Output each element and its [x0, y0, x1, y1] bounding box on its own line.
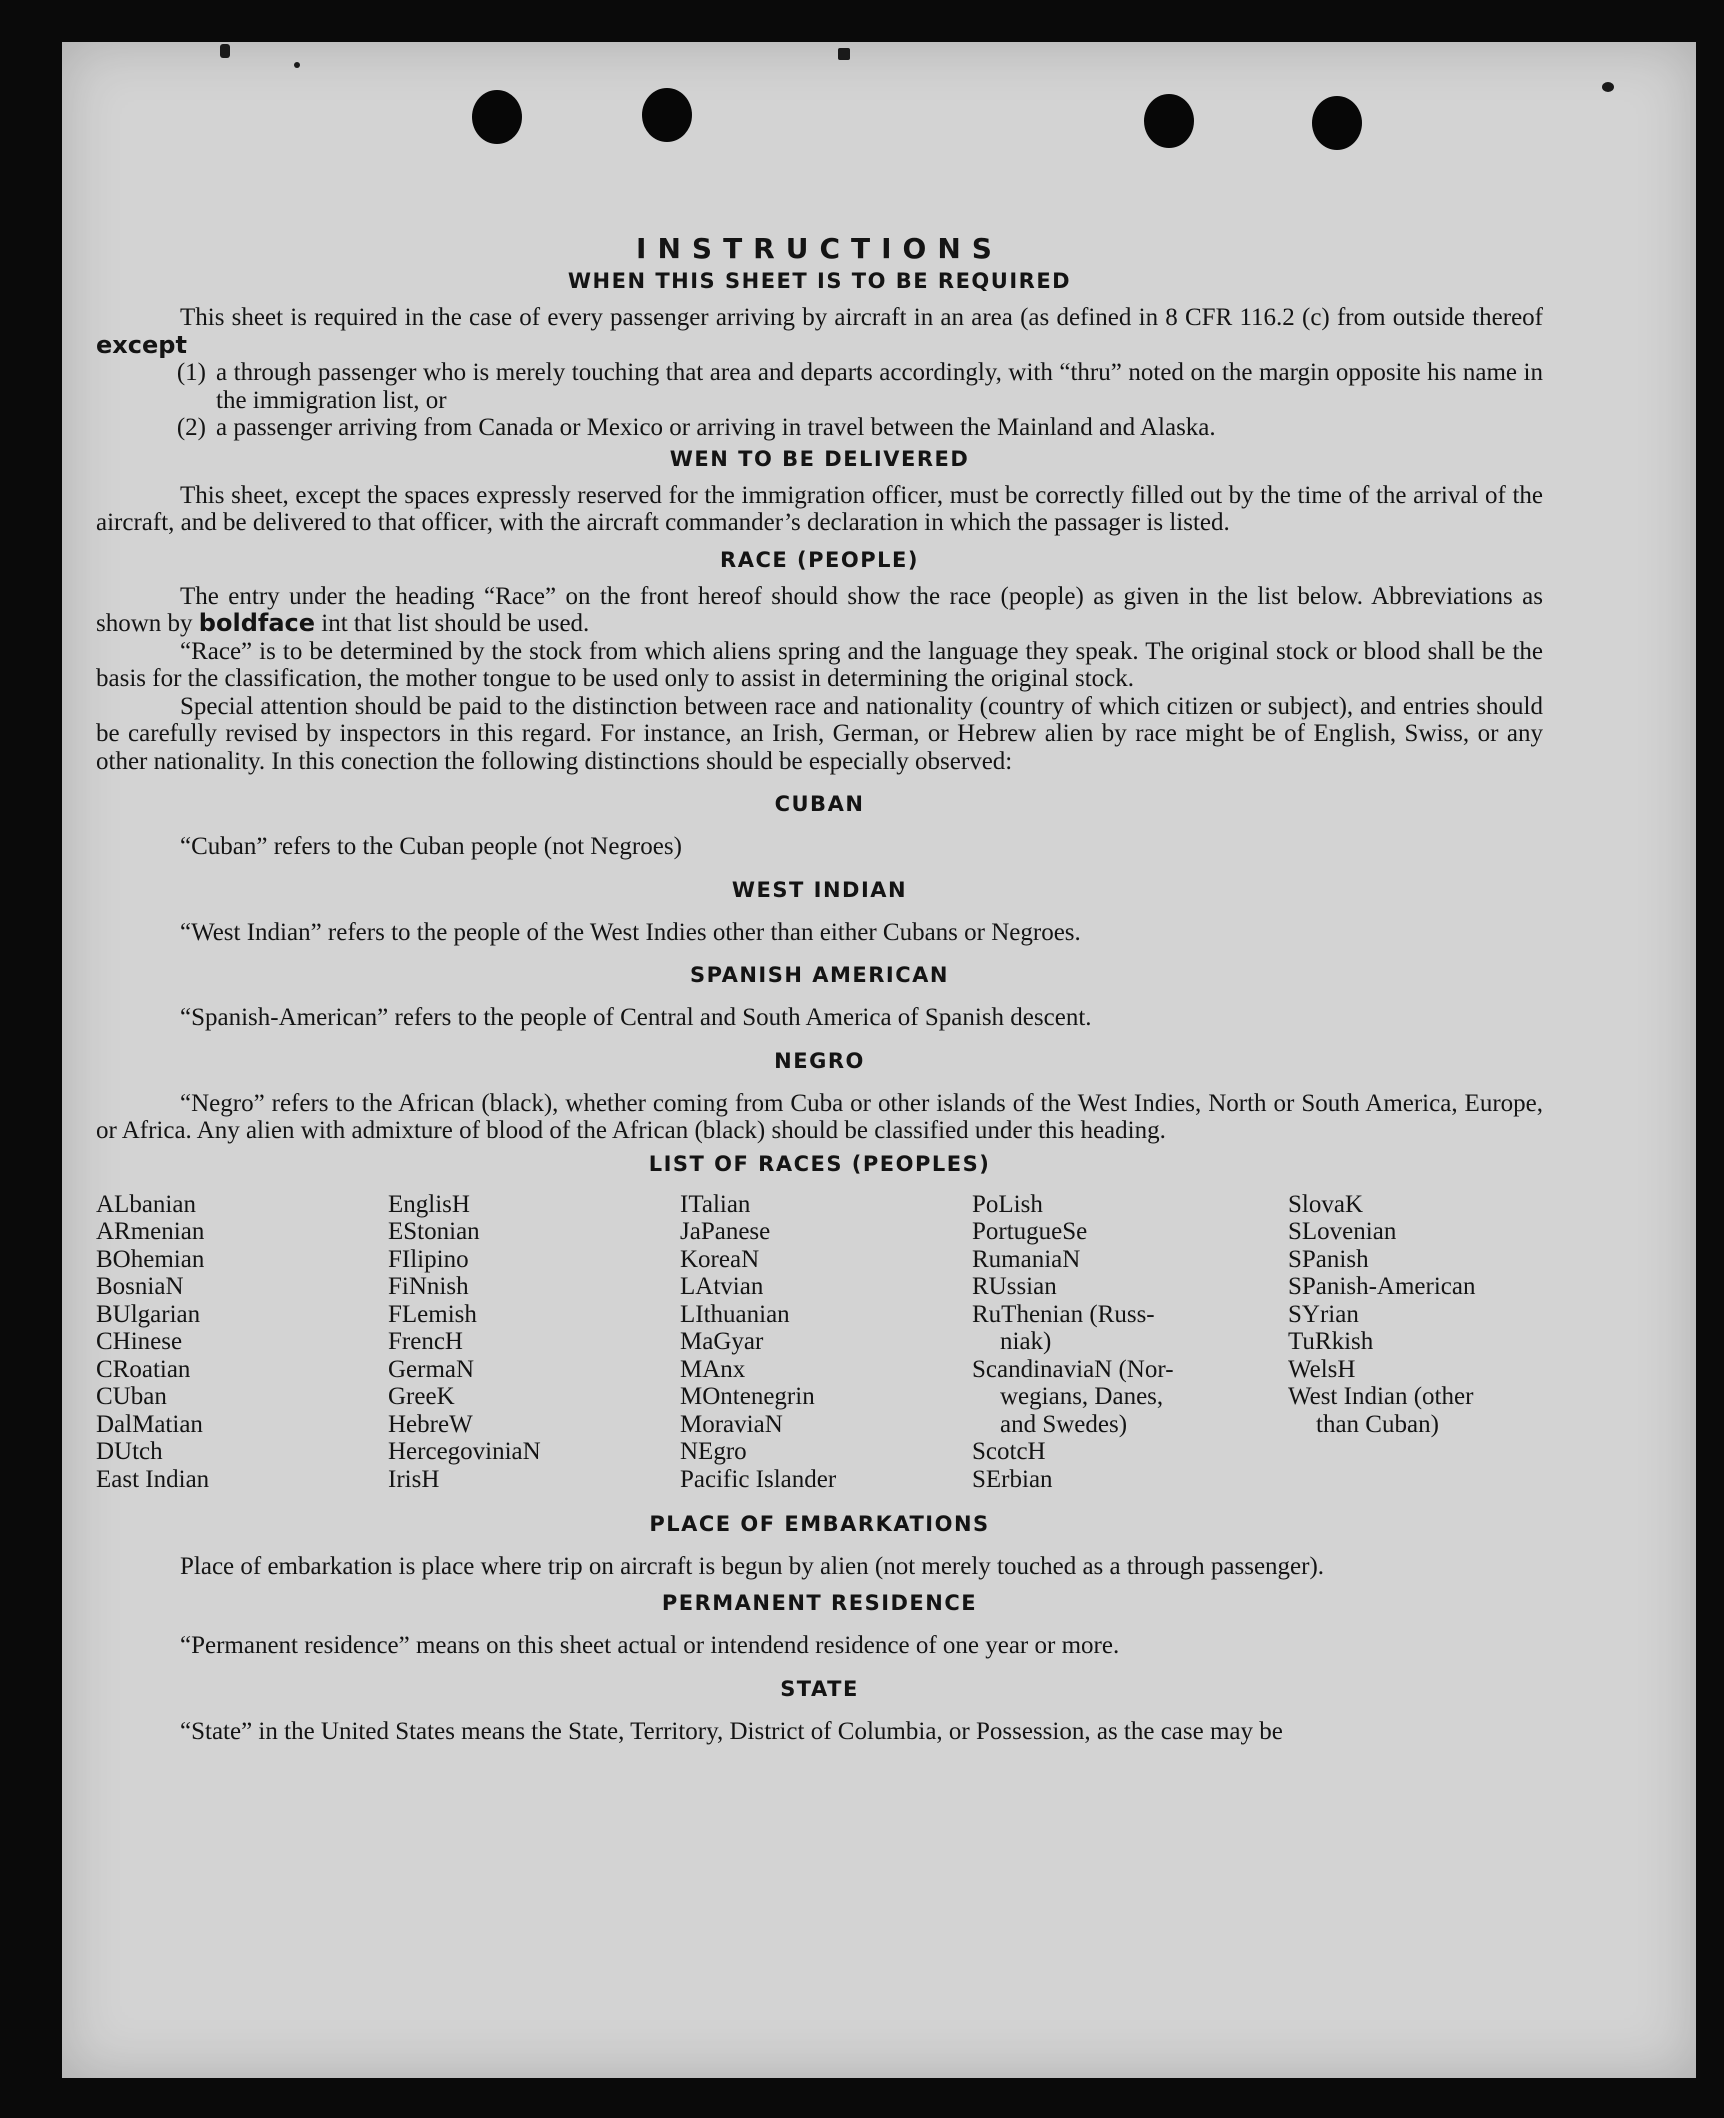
spanish-american-text: “Spanish-American” refers to the people of Central and South America of Spanish descent. — [180, 1004, 1092, 1031]
punch-hole — [642, 88, 692, 142]
race-item: SLovenian — [1288, 1218, 1397, 1245]
race-item: ALbanian — [96, 1190, 196, 1218]
race-item: BUlgarian — [96, 1300, 201, 1328]
race-item: CHinese — [96, 1328, 183, 1355]
race-item: SPanish-American — [1288, 1273, 1476, 1300]
race-item: SYrian — [1288, 1300, 1359, 1328]
races-column-5 — [1288, 1191, 1475, 1439]
race-item: ARmenian — [96, 1218, 205, 1245]
race-item-continued: wegians, Danes, — [1000, 1383, 1164, 1410]
race-item: DalMatian — [96, 1410, 203, 1438]
races-list — [96, 1191, 1543, 1491]
race-item: BOhemian — [96, 1245, 205, 1273]
except-bold: except — [96, 330, 187, 359]
race-item: SlovaK — [1288, 1190, 1363, 1218]
ink-speck — [294, 62, 300, 68]
race-item: KoreaN — [680, 1245, 760, 1273]
race-item: ScotcH — [972, 1438, 1046, 1465]
race-item: FiNnish — [388, 1273, 469, 1300]
race-item: RUssian — [972, 1273, 1057, 1300]
race-item: BosniaN — [96, 1273, 184, 1300]
race-item-continued: niak) — [1000, 1328, 1052, 1355]
section-heading-when-delivered: WEN TO BE DELIVERED — [669, 446, 970, 471]
race-item: West Indian (other — [1288, 1383, 1474, 1410]
page-title: INSTRUCTIONS — [636, 232, 1003, 265]
race-item: RumaniaN — [972, 1245, 1081, 1273]
race-item: East Indian — [96, 1465, 210, 1493]
race-item: DUtch — [96, 1438, 163, 1465]
section-heading-races-list: LIST OF RACES (PEOPLES) — [648, 1151, 991, 1176]
race-item: IrisH — [388, 1465, 440, 1493]
races-column-4 — [972, 1191, 1174, 1494]
race-item: GermaN — [388, 1355, 475, 1383]
section-heading-embarkation: PLACE OF EMBARKATIONS — [649, 1511, 990, 1536]
race-item: Pacific Islander — [680, 1465, 837, 1493]
section-heading-permanent-residence: PERMANENT RESIDENCE — [661, 1591, 978, 1615]
race-item: MAnx — [680, 1355, 746, 1383]
race-item: JaPanese — [680, 1218, 771, 1245]
race-item: MoraviaN — [680, 1410, 783, 1438]
race-item: EnglisH — [388, 1190, 470, 1218]
races-column-1 — [96, 1191, 209, 1494]
list-item: (2) a passenger arriving from Canada or Mexico or arriving in travel between the Mainland and Alaska. — [176, 414, 1216, 441]
section-heading-west-indian: WEST INDIAN — [731, 877, 908, 902]
race-paragraph-2: “Race” is to be determined by the stock from which aliens spring and the language they speak. The original stock or blood shall be the basis for the classification, the mother tongue to be used only to assist in determining the original stock. — [96, 637, 1543, 692]
race-item: WelsH — [1288, 1355, 1356, 1383]
race-item: NEgro — [680, 1438, 747, 1465]
race-item: RuThenian (Russ- — [972, 1300, 1155, 1328]
race-item: ITalian — [680, 1190, 751, 1218]
race-item: GreeK — [388, 1383, 455, 1410]
race-item-continued: than Cuban) — [1316, 1410, 1439, 1438]
punch-hole — [1312, 96, 1362, 150]
race-item-continued: and Swedes) — [1000, 1410, 1128, 1438]
cuban-text: “Cuban” refers to the Cuban people (not Negroes) — [180, 833, 682, 860]
race-paragraph-3: Special attention should be paid to the distinction between race and nationality (country of which citizen or subject), and entries should be carefully revised by inspectors in this regard. For instance, an Irish, German, or Hebrew alien by race might be of English, Swiss, or any other nationality. In this conection the following distinctions should be especially observed: — [96, 692, 1543, 775]
race-item: ScandinaviaN (Nor- — [972, 1355, 1174, 1383]
west-indian-text: “West Indian” refers to the people of the West Indies other than either Cubans or Negroes. — [180, 918, 1081, 946]
ink-speck — [220, 44, 230, 58]
state-text: “State” in the United States means the State, Territory, District of Columbia, or Possession, as the case may be — [180, 1717, 1283, 1745]
race-item: LIthuanian — [680, 1300, 790, 1328]
section-heading-state: STATE — [780, 1676, 859, 1701]
race-item: FLemish — [388, 1300, 477, 1328]
races-column-3 — [680, 1191, 836, 1494]
race-item: HercegoviniaN — [388, 1438, 541, 1465]
ink-speck — [838, 48, 850, 60]
when-required-intro: This sheet is required in the case of every passenger arriving by aircraft in an area (as defined in 8 CFR 116.2 (c) from outside thereof except — [96, 304, 1543, 359]
document-sheet — [62, 42, 1696, 2078]
race-item: MOntenegrin — [680, 1383, 815, 1410]
section-heading-cuban: CUBAN — [774, 792, 865, 816]
race-paragraph-1: The entry under the heading “Race” on the front hereof should show the race (people) as given in the list below. Abbreviations as shown by boldface int that list should be used. — [96, 582, 1543, 637]
punch-hole — [472, 90, 522, 144]
races-column-2 — [388, 1191, 541, 1494]
race-item: FrencH — [388, 1328, 463, 1355]
race-item: LAtvian — [680, 1273, 764, 1300]
race-item: HebreW — [388, 1410, 473, 1438]
residence-text: “Permanent residence” means on this sheet actual or intendend residence of one year or more. — [180, 1632, 1120, 1659]
section-heading-race: RACE (PEOPLE) — [720, 547, 919, 572]
embarkation-text: Place of embarkation is place where trip on aircraft is begun by alien (not merely touched as a through passenger). — [180, 1552, 1325, 1580]
race-item: MaGyar — [680, 1328, 764, 1355]
punch-hole — [1144, 94, 1194, 148]
race-item: PortugueSe — [972, 1218, 1088, 1245]
race-item: PoLish — [972, 1190, 1043, 1218]
race-item: EStonian — [388, 1218, 480, 1245]
race-item: SErbian — [972, 1465, 1053, 1493]
negro-text: “Negro” refers to the African (black), whether coming from Cuba or other islands of the West Indies, North or South America, Europe, or Africa. Any alien with admixture of blood of the African (black) should be classified under this heading. — [96, 1089, 1543, 1144]
race-item: CRoatian — [96, 1355, 191, 1383]
race-item: TuRkish — [1288, 1328, 1374, 1355]
list-item: (1) a through passenger who is merely touching that area and departs accordingly, with “thru” noted on the margin opposite his name in the immigration list, or — [176, 359, 1543, 414]
race-item: SPanish — [1288, 1245, 1369, 1273]
boldface-word: boldface — [198, 609, 316, 637]
when-delivered-text: This sheet, except the spaces expressly reserved for the immigration officer, must be correctly filled out by the time of the arrival of the aircraft, and be delivered to that officer, with the aircraft commander’s declaration in which the passager is listed. — [96, 481, 1543, 536]
section-heading-spanish-american: SPANISH AMERICAN — [690, 963, 949, 987]
instructions-body — [96, 184, 1543, 1745]
race-item: FIlipino — [388, 1245, 469, 1273]
section-heading-negro: NEGRO — [774, 1048, 865, 1073]
ink-speck — [1602, 82, 1614, 92]
section-heading-when-required: WHEN THIS SHEET IS TO BE REQUIRED — [567, 269, 1072, 293]
race-item: CUban — [96, 1383, 167, 1410]
